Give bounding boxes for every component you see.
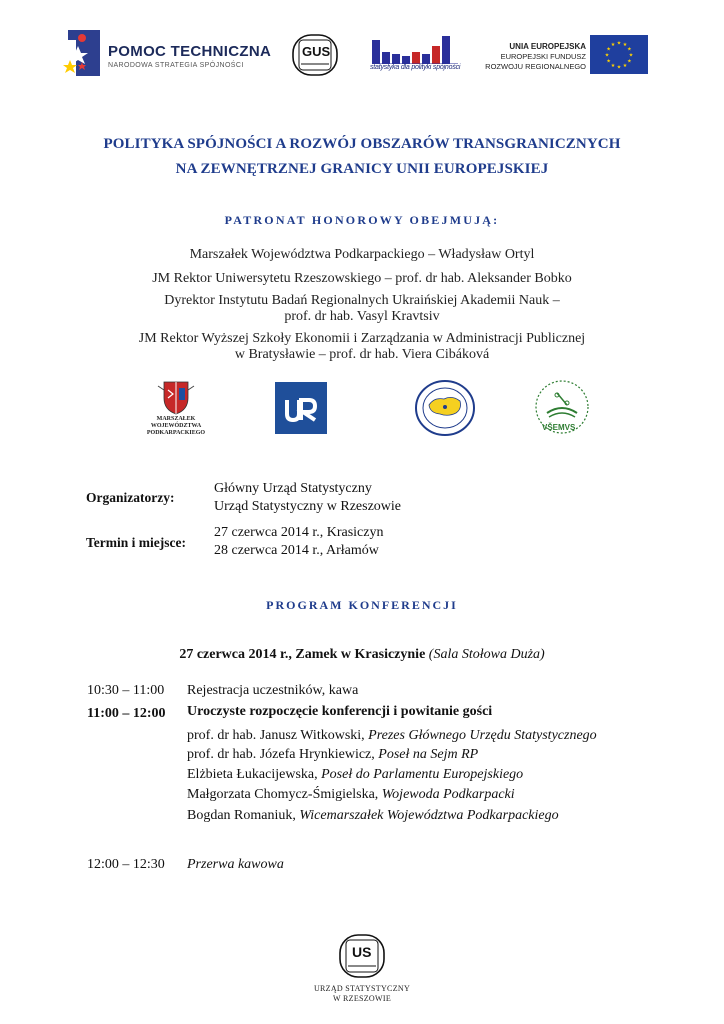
ur-university-logo [275, 382, 327, 434]
us-logo-text: US [352, 944, 372, 960]
marszalek-caption-line3: PODKARPACKIEGO [146, 430, 206, 436]
program-item-1: Rejestracja uczestników, kawa [187, 683, 359, 698]
speaker-3-name: Elżbieta Łukacijewska, [187, 767, 318, 782]
patron-line-6: w Bratysławie – prof. dr hab. Viera Cibáková [234, 347, 490, 362]
program-heading: PROGRAM KONFERENCJI [266, 598, 458, 612]
program-day-date: 27 czerwca 2014 r., Zamek w Krasiczynie [179, 647, 426, 662]
speaker-5 [187, 808, 559, 824]
organizer-1: Główny Urząd Statystyczny [214, 481, 372, 496]
footer-caption-line1: URZĄD STATYSTYCZNY [313, 984, 411, 993]
eu-star-icon: ★ [616, 41, 622, 47]
pomoc-techniczna-emblem [60, 28, 104, 78]
speaker-1 [187, 728, 597, 744]
speaker-3-role: Poseł do Parlamentu Europejskiego [321, 767, 524, 782]
speaker-4-role: Wojewoda Podkarpacki [381, 787, 515, 802]
podkarpackie-coat-of-arms-icon [156, 380, 196, 416]
eu-star-icon: ★ [627, 47, 632, 53]
statystyka-bars-logo [372, 34, 458, 64]
program-item-3: Przerwa kawowa [187, 857, 284, 872]
eu-star-icon: ★ [627, 59, 632, 65]
patron-line-1: Marszałek Województwa Podkarpackiego – Władysław Ortyl [189, 247, 535, 262]
date-place-label: Termin i miejsce: [86, 535, 186, 550]
marszalek-caption-line1: MARSZAŁEK [156, 416, 196, 422]
program-time-2: 11:00 – 12:00 [87, 706, 166, 721]
program-time-1: 10:30 – 11:00 [87, 683, 165, 698]
marszalek-caption-line2: WOJEWÓDZTWA [150, 423, 202, 429]
speaker-4 [187, 787, 515, 803]
speaker-4-name: Małgorzata Chomycz-Śmigielska, [187, 787, 379, 802]
speaker-2 [187, 747, 478, 763]
conference-title-line2: NA ZEWNĘTRZNEJ GRANICY UNII EUROPEJSKIEJ [175, 161, 549, 177]
eu-caption-line1: UNIA EUROPEJSKA [509, 42, 586, 51]
pomoc-techniczna-title: POMOC TECHNICZNA [108, 43, 272, 60]
eu-star-icon: ★ [616, 65, 622, 71]
program-time-3: 12:00 – 12:30 [87, 857, 165, 872]
eu-star-icon: ★ [604, 53, 610, 59]
speaker-1-role: Prezes Głównego Urzędu Statystycznego [368, 728, 597, 743]
pomoc-techniczna-subtitle: NARODOWA STRATEGIA SPÓJNOŚCI [108, 62, 244, 69]
organizer-2: Urząd Statystyczny w Rzeszowie [214, 499, 401, 514]
eu-star-icon: ★ [606, 59, 611, 65]
conference-title-line1: POLITYKA SPÓJNOŚCI A ROZWÓJ OBSZARÓW TRANSGRANICZNYCH [103, 136, 621, 152]
eu-caption-line3: ROZWOJU REGIONALNEGO [485, 62, 586, 71]
ukraine-academy-seal-icon [414, 379, 476, 437]
organizers-label: Organizatorzy: [86, 490, 175, 505]
speaker-3 [187, 767, 523, 783]
vsemvs-logo-text: VŠEMVS [542, 423, 576, 432]
eu-caption [470, 42, 586, 72]
gus-logo-text: GUS [302, 44, 331, 59]
speaker-5-name: Bogdan Romaniuk, [187, 808, 296, 823]
patron-line-2: JM Rektor Uniwersytetu Rzeszowskiego – prof. dr hab. Aleksander Bobko [152, 271, 572, 286]
patronat-heading: PATRONAT HONOROWY OBEJMUJĄ: [224, 213, 500, 227]
program-day-room: (Sala Stołowa Duża) [428, 647, 545, 662]
speaker-5-role: Wicemarszałek Województwa Podkarpackiego [299, 808, 559, 823]
eu-flag-icon [590, 35, 648, 74]
speaker-1-name: prof. dr hab. Janusz Witkowski, [187, 728, 365, 743]
patron-line-4: prof. dr hab. Vasyl Kravtsiv [284, 309, 440, 324]
speaker-2-name: prof. dr hab. Józefa Hrynkiewicz, [187, 747, 375, 762]
statystyka-caption: statystyka dla polityki spójności [370, 64, 461, 71]
program-item-2: Uroczyste rozpoczęcie konferencji i powitanie gości [187, 704, 493, 719]
footer-caption-line2: W RZESZOWIE [332, 994, 392, 1003]
eu-star-icon: ★ [628, 53, 634, 59]
date-place-1: 27 czerwca 2014 r., Krasiczyn [214, 525, 384, 540]
eu-star-icon: ★ [622, 43, 628, 49]
eu-star-icon: ★ [622, 63, 628, 69]
patron-line-3: Dyrektor Instytutu Badań Regionalnych Ukraińskiej Akademii Nauk – [164, 293, 560, 308]
eu-star-icon: ★ [610, 43, 616, 49]
program-day-line [0, 647, 724, 663]
eu-caption-line2: EUROPEJSKI FUNDUSZ [500, 52, 586, 61]
speaker-2-role: Poseł na Sejm RP [378, 747, 479, 762]
date-place-2: 28 czerwca 2014 r., Arłamów [214, 543, 379, 558]
eu-star-icon: ★ [610, 63, 616, 69]
eu-star-icon: ★ [606, 47, 611, 53]
patron-line-5: JM Rektor Wyższej Szkoły Ekonomii i Zarządzania w Administracji Publicznej [138, 331, 586, 346]
marszalek-caption [136, 416, 216, 437]
